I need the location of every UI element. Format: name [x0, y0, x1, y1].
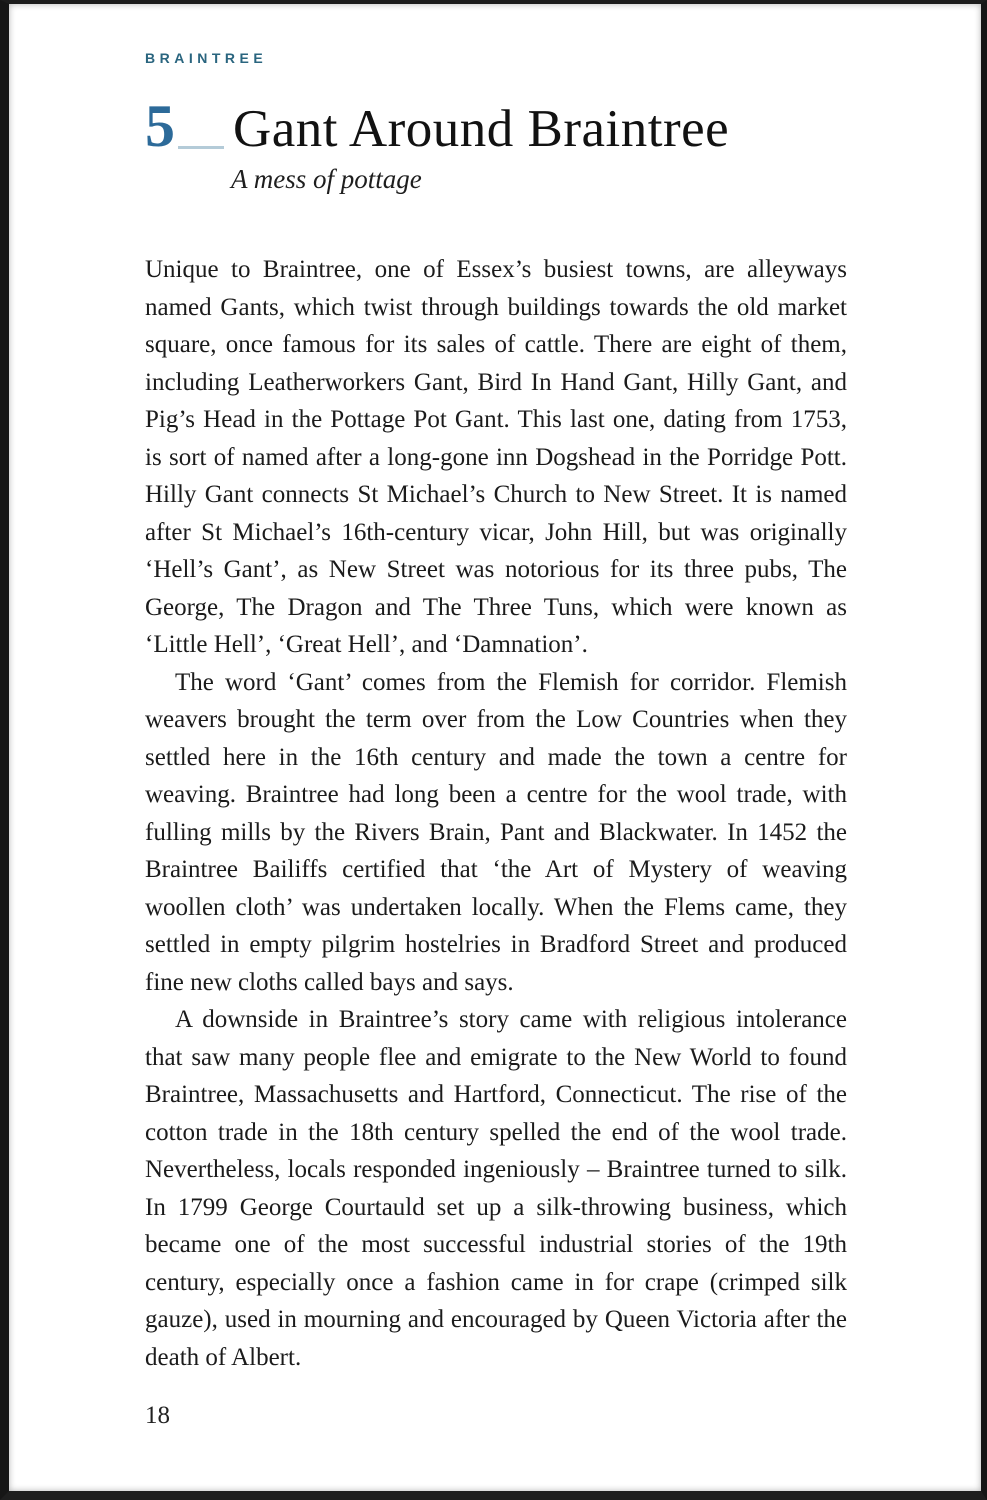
chapter-subtitle: A mess of pottage — [231, 164, 422, 194]
page-number: 18 — [145, 1402, 170, 1429]
body-text — [145, 251, 847, 1376]
page-content — [145, 4, 847, 1376]
chapter-title-block — [145, 93, 847, 195]
paragraph-3: A downside in Braintree’s story came with religious intolerance that saw many people flee and emigrate to the New World to found Braintree, Massachusetts and Hartford, Connecticut. The rise of the cotton trade in the 18th century spelled the end of the wool trade. Nevertheless, locals responded ingeniously – Braintree turned to silk. In 1799 George Courtauld set up a silk-throwing business, which became one of the most successful industrial stories of the 19th century, especially once a fashion came in for crape (crimped silk gauze), used in mourning and encouraged by Queen Victoria after the death of Albert. — [145, 1006, 847, 1371]
paragraph-2: The word ‘Gant’ comes from the Flemish for corridor. Flemish weavers brought the term over from the Low Countries when they settled here in the 16th century and made the town a centre for weaving. Braintree had long been a centre for the wool trade, with fulling mills by the Rivers Brain, Pant and Blackwater. In 1452 the Braintree Bailiffs certified that ‘the Art of Mystery of weaving woollen cloth’ was undertaken locally. When the Flems came, they settled in empty pilgrim hostelries in Bradford Street and produced fine new cloths called bays and says. — [145, 668, 847, 996]
chapter-number-underline — [178, 146, 224, 149]
running-header: BRAINTREE — [145, 50, 268, 66]
paragraph-1: Unique to Braintree, one of Essex’s busiest towns, are alleyways named Gants, which twist through buildings towards the old market square, once famous for its sales of cattle. There are eight of them, including Leatherworkers Gant, Bird In Hand Gant, Hilly Gant, and Pig’s Head in the Pottage Pot Gant. This last one, dating from 1753, is sort of named after a long-gone inn Dogshead in the Porridge Pott. Hilly Gant connects St Michael’s Church to New Street. It is named after St Michael’s 16th-century vicar, John Hill, but was originally ‘Hell’s Gant’, as New Street was notorious for its three pubs, The George, The Dragon and The Three Tuns, which were known as ‘Little Hell’, ‘Great Hell’, and ‘Damnation’. — [145, 256, 847, 658]
chapter-title-row — [145, 93, 847, 159]
chapter-number: 5 — [145, 93, 175, 159]
chapter-title: Gant Around Braintree — [233, 100, 730, 158]
